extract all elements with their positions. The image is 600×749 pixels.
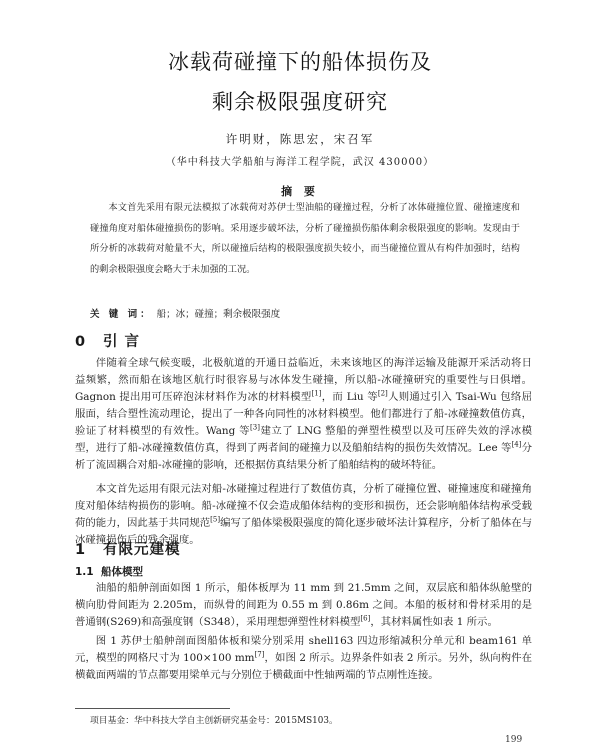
model-paragraph-1	[75, 580, 532, 631]
text-run: 本文首先运用有限元法对船-冰碰撞过程进行了数值仿真，分析了碰撞位置、碰撞速度和碰撞角度对船体结构损伤的影响。船-冰碰撞不仅会造成船体结构的变形和损伤，还会影响船体结构承受载荷的能力，因此基于共同规范	[75, 483, 532, 529]
citation: [6]	[360, 614, 371, 623]
citation: [1]	[311, 389, 322, 398]
text-run: ，其材料属性如表 1 所示。	[370, 616, 498, 628]
paper-title-line-2: 剩余极限强度研究	[212, 90, 388, 114]
section-title: 引 言	[103, 334, 141, 350]
text-run: 伴随着全球气候变暖，北极航道的开通日益临近，未来该地区的海洋运输及能源开采活动将日益频繁，然而船在该地区航行时很容易与冰体发生碰撞，所以船-冰碰撞研究的重要性与日俱增。Gagnon 提出用可压碎泡沫材料作为冰的材料模型	[75, 357, 532, 403]
subsection-title: 船体模型	[101, 566, 143, 578]
keywords-label: 关 键 词：	[90, 309, 153, 320]
authors: 许明财，陈思宏，宋召军	[225, 132, 375, 146]
model-paragraph-2	[75, 633, 532, 684]
text-run: ，如图 2 所示。边界条件如表 2 所示。另外，纵向构件在横截面两端的节点都要用梁单元与分别位于横截面中性轴两端的节点刚性连接。	[75, 652, 532, 681]
citation: [3]	[250, 423, 260, 432]
keywords-text: 船；冰；碰撞；剩余极限强度	[156, 309, 281, 320]
keywords	[90, 306, 280, 320]
subsection-heading-hull-model	[75, 564, 143, 579]
section-number: 1	[75, 542, 87, 558]
section-heading-introduction	[75, 330, 140, 351]
affiliation: （华中科技大学船舶与海洋工程学院，武汉 430000）	[165, 157, 435, 168]
paper-title-line-1: 冰载荷碰撞下的船体损伤及	[168, 50, 432, 74]
footnote-divider	[75, 708, 230, 709]
citation: [5]	[210, 515, 221, 524]
citation: [2]	[377, 389, 388, 398]
page-number: 199	[505, 735, 523, 745]
text-run: 人则通过引入 Tsai-Wu 包络屈服面，结合塑性流动理论，提出了一种各向同性的冰材料模型。他们都进行了船-冰碰撞数值仿真，验证了材料模型的有效性。Wang 等	[75, 391, 532, 437]
subsection-number: 1.1	[75, 566, 94, 578]
intro-paragraph-1	[75, 355, 532, 474]
citation: [7]	[254, 650, 265, 659]
text-run: 建立了 LNG 整船的弹塑性模型以及可压碎失效的浮冰模型，进行了船-冰碰撞数值仿真，得到了两者间的碰撞力以及船舶结构的损伤失效情况。Lee 等	[75, 425, 532, 454]
text-run: ，而 Liu 等	[321, 391, 378, 403]
funding-footnote: 项目基金：华中科技大学自主创新研究基金号：2015MS103。	[90, 716, 338, 726]
text-run: 编写了船体梁极限强度的简化逐步破坏法计算程序，分析了船体在与冰碰撞损伤后的残余强度。	[75, 517, 533, 546]
text-run: 分析了流固耦合对船-冰碰撞的影响，还根据仿真结果分析了船舶结构的破坏特征。	[75, 442, 533, 471]
text-run: 油船的船舯剖面如图 1 所示，船体板厚为 11 mm 到 21.5mm 之间，双层底和船体纵舱壁的横向肋骨间距为 2.205m，而纵骨的间距为 0.55 m 到 0.86m 之间。本船的板材和骨材采用的是普通钢(S269)和高强度钢（S348），采用理想弹塑性材料模型	[75, 582, 532, 628]
citation: [4]	[511, 440, 522, 449]
section-title: 有限元建模	[103, 542, 181, 558]
text-run: 图 1 苏伊士船舯剖面图船体板和梁分别采用 shell163 四边形缩减积分单元和 beam161 单元，模型的网格尺寸为 100×100 mm	[75, 635, 532, 664]
section-number: 0	[75, 334, 87, 350]
section-heading-fem-modeling	[75, 538, 181, 559]
abstract-body: 本文首先采用有限元法模拟了冰载荷对苏伊士型油船的碰撞过程，分析了冰体碰撞位置、碰撞速度和碰撞角度对船体碰撞损伤的影响。采用逐步破坏法，分析了碰撞损伤船体剩余极限强度的影响。发现由于所分析的冰载荷对舱量不大，所以碰撞后结构的极限强度损失较小，而当碰撞位置从有构件加强时，结构的剩余极限强度会略大于未加强的工况。	[90, 202, 520, 275]
abstract-heading: 摘 要	[281, 185, 319, 198]
